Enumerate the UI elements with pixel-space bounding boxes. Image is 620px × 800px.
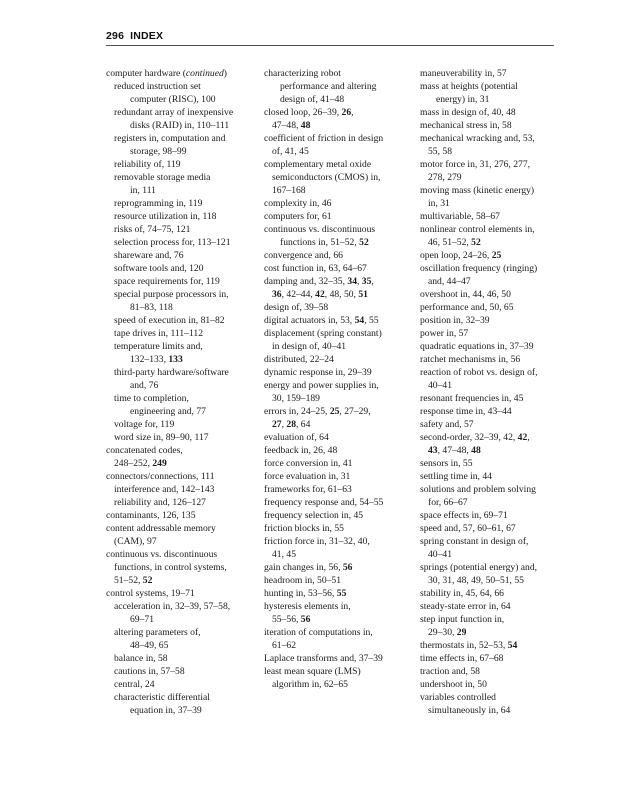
index-subentry xyxy=(106,340,254,366)
index-subentry xyxy=(106,158,254,171)
index-entry-text: solutions and problem solving xyxy=(420,484,536,495)
index-entry-text: time to completion, xyxy=(114,393,189,404)
index-entry xyxy=(264,158,412,197)
index-entry-text: traction and, 58 xyxy=(420,666,480,677)
index-entry-text: mass in design of, 40, 48 xyxy=(420,107,516,118)
index-entry-text: energy and power supplies in, xyxy=(264,380,379,391)
index-entry-text: third-party hardware/software xyxy=(114,367,229,378)
index-entry xyxy=(420,561,560,587)
index-entry-continuation: performance and altering xyxy=(280,81,377,92)
index-entry-continuation: 55–56, 56 xyxy=(272,614,311,625)
index-entry xyxy=(264,301,412,314)
index-entry-text: ratchet mechanisms in, 56 xyxy=(420,354,521,365)
index-entry xyxy=(264,574,412,587)
index-entry-continuation: 40–41 xyxy=(428,380,452,391)
index-entry xyxy=(264,132,412,158)
index-entry-continuation: in, 111 xyxy=(130,185,156,196)
index-entry-text: variables controlled xyxy=(420,692,496,703)
index-subentry xyxy=(106,600,254,626)
index-entry-text: position in, 32–39 xyxy=(420,315,490,326)
index-subentry xyxy=(106,288,254,314)
index-entry-continuation: 132–133, 133 xyxy=(130,354,183,365)
index-entry xyxy=(264,522,412,535)
index-entry-text: registers in, computation and xyxy=(114,133,226,144)
index-subentry xyxy=(106,314,254,327)
index-entry-text: interference and, 142–143 xyxy=(114,484,215,495)
index-entry-text: springs (potential energy) and, xyxy=(420,562,538,573)
index-entry-text: reliability and, 126–127 xyxy=(114,497,206,508)
index-entry-continuation: functions in, 51–52, 52 xyxy=(280,237,369,248)
index-entry xyxy=(264,67,412,106)
index-entry xyxy=(420,314,560,327)
index-entry-text: performance and, 50, 65 xyxy=(420,302,514,313)
index-entry xyxy=(264,587,412,600)
index-subentry xyxy=(106,652,254,665)
index-entry xyxy=(264,652,412,665)
index-entry-continuation: 278, 279 xyxy=(428,172,462,183)
index-entry-text: force conversion in, 41 xyxy=(264,458,353,469)
index-entry-continuation: in, 31 xyxy=(428,198,450,209)
index-entry-text: risks of, 74–75, 121 xyxy=(114,224,191,235)
index-entry-text: cost function in, 63, 64–67 xyxy=(264,263,367,274)
index-subentry xyxy=(106,171,254,197)
index-entry-text: stability in, 45, 64, 66 xyxy=(420,588,504,599)
header-rule xyxy=(106,45,554,46)
index-subentry xyxy=(106,80,254,106)
index-entry-text: Laplace transforms and, 37–39 xyxy=(264,653,383,664)
index-entry xyxy=(264,197,412,210)
index-entry-text: headroom in, 50–51 xyxy=(264,575,342,586)
index-entry xyxy=(264,327,412,353)
index-entry-continuation: 61–62 xyxy=(272,640,296,651)
index-entry-text: iteration of computations in, xyxy=(264,627,373,638)
index-entry-text: characterizing robot xyxy=(264,68,341,79)
index-subentry xyxy=(106,418,254,431)
index-entry xyxy=(420,327,560,340)
index-entry xyxy=(420,340,560,353)
index-entry-continuation: computer (RISC), 100 xyxy=(130,94,216,105)
index-entry-text: nonlinear control elements in, xyxy=(420,224,535,235)
index-entry-text: tape drives in, 111–112 xyxy=(114,328,203,339)
index-subentry xyxy=(106,249,254,262)
index-subentry xyxy=(106,210,254,223)
index-entry-text: distributed, 22–24 xyxy=(264,354,334,365)
index-entry xyxy=(420,457,560,470)
index-entry-continuation: 51–52, 52 xyxy=(114,575,153,586)
index-entry-continuation: for, 66–67 xyxy=(428,497,468,508)
index-entry-text: selection process for, 113–121 xyxy=(114,237,231,248)
index-entry-text: connectors/connections, 111 xyxy=(106,471,215,482)
index-column-1 xyxy=(106,67,254,717)
index-entry xyxy=(420,509,560,522)
index-entry-text: space requirements for, 119 xyxy=(114,276,220,287)
index-entry-text: power in, 57 xyxy=(420,328,469,339)
index-entry-text: design of, 39–58 xyxy=(264,302,329,313)
index-entry xyxy=(420,691,560,717)
index-entry xyxy=(420,431,560,457)
index-entry-continuation: storage, 98–99 xyxy=(130,146,187,157)
index-entry-text: maneuverability in, 57 xyxy=(420,68,507,79)
index-entry xyxy=(420,158,560,184)
index-entry-continuation: in design of, 40–41 xyxy=(272,341,347,352)
running-head xyxy=(106,30,554,42)
section-title: INDEX xyxy=(130,30,164,42)
index-entry-text: least mean square (LMS) xyxy=(264,666,361,677)
index-subentry xyxy=(106,665,254,678)
index-entry-continuation: functions, in control systems, xyxy=(114,562,227,573)
index-entry-continuation: simultaneously in, 64 xyxy=(428,705,511,716)
index-entry-continuation: 41, 45 xyxy=(272,549,296,560)
index-entry xyxy=(264,210,412,223)
index-subentry xyxy=(106,327,254,340)
index-subentry xyxy=(106,392,254,418)
index-entry xyxy=(420,639,560,652)
index-entry xyxy=(420,405,560,418)
index-entry-continuation: engineering and, 77 xyxy=(130,406,206,417)
index-entry-text: gain changes in, 56, 56 xyxy=(264,562,353,573)
index-subentry xyxy=(106,626,254,652)
index-entry-text: cautions in, 57–58 xyxy=(114,666,185,677)
index-entry xyxy=(264,600,412,626)
index-entry xyxy=(420,392,560,405)
index-entry-text: acceleration in, 32–39, 57–58, xyxy=(114,601,231,612)
index-entry xyxy=(420,132,560,158)
index-entry-text: characteristic differential xyxy=(114,692,210,703)
index-entry-text: reprogramming in, 119 xyxy=(114,198,203,209)
index-entry xyxy=(106,548,254,587)
index-entry-text: mechanical wracking and, 53, xyxy=(420,133,535,144)
index-entry-text: friction force in, 31–32, 40, xyxy=(264,536,370,547)
index-entry-text: dynamic response in, 29–39 xyxy=(264,367,372,378)
index-subentry xyxy=(106,483,254,496)
index-entry-text: time effects in, 67–68 xyxy=(420,653,504,664)
index-entry-text: shareware and, 76 xyxy=(114,250,184,261)
index-entry-text: temperature limits and, xyxy=(114,341,203,352)
index-entry-text: friction blocks in, 55 xyxy=(264,523,344,534)
index-subentry xyxy=(106,223,254,236)
index-entry-text: computers for, 61 xyxy=(264,211,332,222)
index-subentry xyxy=(106,236,254,249)
index-entry xyxy=(420,80,560,106)
index-entry-text: convergence and, 66 xyxy=(264,250,343,261)
index-entry-text: frequency response and, 54–55 xyxy=(264,497,384,508)
index-entry-text: errors in, 24–25, 25, 27–29, xyxy=(264,406,371,417)
index-entry xyxy=(264,626,412,652)
index-entry-text: response time in, 43–44 xyxy=(420,406,512,417)
index-entry xyxy=(264,483,412,496)
index-entry xyxy=(264,223,412,249)
index-entry-text: frequency selection in, 45 xyxy=(264,510,364,521)
index-entry-text: continuous vs. discontinuous xyxy=(264,224,376,235)
index-entry-text: computer hardware (continued) xyxy=(106,68,227,79)
index-subentry xyxy=(106,132,254,158)
index-entry-text: open loop, 24–26, 25 xyxy=(420,250,502,261)
index-entry xyxy=(420,288,560,301)
index-entry xyxy=(264,262,412,275)
index-entry-text: hysteresis elements in, xyxy=(264,601,351,612)
index-entry-continuation: 30, 31, 48, 49, 50–51, 55 xyxy=(428,575,524,586)
index-entry xyxy=(264,561,412,574)
index-entry-text: step input function in, xyxy=(420,614,505,625)
index-entry-text: force evaluation in, 31 xyxy=(264,471,351,482)
index-entry-text: undershoot in, 50 xyxy=(420,679,487,690)
page-number: 296 xyxy=(106,30,125,42)
index-subentry xyxy=(106,106,254,132)
index-entry-text: moving mass (kinetic energy) xyxy=(420,185,535,196)
index-entry-text: contaminants, 126, 135 xyxy=(106,510,196,521)
index-entry-text: thermostats in, 52–53, 54 xyxy=(420,640,518,651)
index-entry-text: steady-state error in, 64 xyxy=(420,601,511,612)
index-entry xyxy=(264,496,412,509)
index-subentry xyxy=(106,366,254,392)
index-entry xyxy=(420,210,560,223)
index-entry xyxy=(264,509,412,522)
index-subentry xyxy=(106,691,254,717)
index-entry-continuation: 55, 58 xyxy=(428,146,452,157)
index-entry-text: damping and, 32–35, 34, 35, xyxy=(264,276,374,287)
index-subentry xyxy=(106,275,254,288)
index-entry-text: continuous vs. discontinuous xyxy=(106,549,218,560)
index-entry-continuation: 48–49, 65 xyxy=(130,640,169,651)
index-entry xyxy=(420,470,560,483)
index-entry-text: spring constant in design of, xyxy=(420,536,529,547)
index-entry-text: sensors in, 55 xyxy=(420,458,473,469)
index-entry xyxy=(420,483,560,509)
index-entry xyxy=(264,366,412,379)
index-entry xyxy=(264,379,412,405)
index-entry-text: resource utilization in, 118 xyxy=(114,211,217,222)
index-entry-continuation: algorithm in, 62–65 xyxy=(272,679,348,690)
index-entry xyxy=(264,444,412,457)
index-entry-text: reaction of robot vs. design of, xyxy=(420,367,538,378)
index-entry-continuation: 30, 159–189 xyxy=(272,393,320,404)
index-entry-continuation: 29–30, 29 xyxy=(428,627,467,638)
index-entry-text: speed of execution in, 81–82 xyxy=(114,315,225,326)
index-subentry xyxy=(106,262,254,275)
index-entry-text: digital actuators in, 53, 54, 55 xyxy=(264,315,379,326)
index-entry-text: special purpose processors in, xyxy=(114,289,229,300)
index-entry-text: speed and, 57, 60–61, 67 xyxy=(420,523,516,534)
index-entry-continuation: 36, 42–44, 42, 48, 50, 51 xyxy=(272,289,368,300)
index-entry xyxy=(264,314,412,327)
index-entry xyxy=(420,262,560,288)
index-entry-continuation: 47–48, 48 xyxy=(272,120,311,131)
index-entry xyxy=(264,431,412,444)
index-subentry xyxy=(106,678,254,691)
index-entry xyxy=(106,587,254,600)
index-entry-text: overshoot in, 44, 46, 50 xyxy=(420,289,511,300)
index-entry-text: oscillation frequency (ringing) xyxy=(420,263,538,274)
index-entry xyxy=(106,509,254,522)
index-entry xyxy=(420,223,560,249)
index-entry-continuation: 167–168 xyxy=(272,185,306,196)
index-entry xyxy=(420,587,560,600)
index-entry xyxy=(420,535,560,561)
index-entry-text: removable storage media xyxy=(114,172,211,183)
index-entry xyxy=(106,444,254,470)
index-entry-text: quadratic equations in, 37–39 xyxy=(420,341,534,352)
index-entry-continuation: 81–83, 118 xyxy=(130,302,173,313)
index-entry-text: resonant frequencies in, 45 xyxy=(420,393,524,404)
index-entry-continuation: 43, 47–48, 48 xyxy=(428,445,481,456)
index-entry-text: evaluation of, 64 xyxy=(264,432,329,443)
index-entry xyxy=(264,470,412,483)
index-entry xyxy=(264,665,412,691)
index-column-3 xyxy=(420,67,560,717)
index-entry xyxy=(420,67,560,80)
index-column-2 xyxy=(264,67,412,691)
index-entry-continuation: 248–252, 249 xyxy=(114,458,167,469)
index-entry xyxy=(106,470,254,483)
index-subentry xyxy=(106,431,254,444)
index-entry-text: concatenated codes, xyxy=(106,445,183,456)
index-entry-text: control systems, 19–71 xyxy=(106,588,195,599)
index-entry-continuation: (CAM), 97 xyxy=(114,536,157,547)
index-entry xyxy=(264,249,412,262)
index-entry-text: software tools and, 120 xyxy=(114,263,204,274)
index-entry-text: settling time in, 44 xyxy=(420,471,492,482)
index-entry-text: frameworks for, 61–63 xyxy=(264,484,352,495)
index-entry xyxy=(420,301,560,314)
index-entry-text: closed loop, 26–39, 26, xyxy=(264,107,354,118)
index-entry xyxy=(420,418,560,431)
index-entry xyxy=(264,106,412,132)
index-entry-text: multivariable, 58–67 xyxy=(420,211,500,222)
index-entry-continuation: energy) in, 31 xyxy=(436,94,490,105)
index-entry-text: coefficient of friction in design xyxy=(264,133,384,144)
index-subentry xyxy=(106,496,254,509)
index-entry xyxy=(264,457,412,470)
index-entry xyxy=(264,353,412,366)
index-entry xyxy=(106,67,254,80)
index-entry-text: complementary metal oxide xyxy=(264,159,372,170)
index-entry-text: content addressable memory xyxy=(106,523,216,534)
index-entry-continuation: equation in, 37–39 xyxy=(130,705,202,716)
index-entry xyxy=(264,405,412,431)
index-entry xyxy=(420,106,560,119)
index-entry-continuation: 69–71 xyxy=(130,614,154,625)
index-entry-text: displacement (spring constant) xyxy=(264,328,382,339)
index-entry xyxy=(264,535,412,561)
index-entry xyxy=(106,522,254,548)
index-entry-continuation: design of, 41–48 xyxy=(280,94,345,105)
index-entry xyxy=(420,119,560,132)
index-entry-text: complexity in, 46 xyxy=(264,198,332,209)
index-entry xyxy=(420,522,560,535)
index-entry xyxy=(420,652,560,665)
index-entry-text: second-order, 32–39, 42, 42, xyxy=(420,432,530,443)
index-entry xyxy=(264,275,412,301)
index-entry-text: mass at heights (potential xyxy=(420,81,518,92)
index-entry-text: reliability of, 119 xyxy=(114,159,181,170)
index-entry-text: reduced instruction set xyxy=(114,81,201,92)
index-entry xyxy=(420,678,560,691)
index-entry xyxy=(420,366,560,392)
index-entry-text: hunting in, 53–56, 55 xyxy=(264,588,347,599)
index-entry xyxy=(420,249,560,262)
index-entry-continuation: and, 76 xyxy=(130,380,159,391)
index-entry-continuation: of, 41, 45 xyxy=(272,146,309,157)
index-entry-text: redundant array of inexpensive xyxy=(114,107,234,118)
index-entry-continuation: 27, 28, 64 xyxy=(272,419,311,430)
index-entry-text: motor force in, 31, 276, 277, xyxy=(420,159,531,170)
index-entry-continuation: disks (RAID) in, 110–111 xyxy=(130,120,230,131)
index-entry xyxy=(420,665,560,678)
index-entry-text: central, 24 xyxy=(114,679,155,690)
index-entry xyxy=(420,353,560,366)
index-entry xyxy=(420,600,560,613)
index-entry-text: voltage for, 119 xyxy=(114,419,175,430)
index-entry xyxy=(420,184,560,210)
index-entry xyxy=(420,613,560,639)
index-entry-continuation: and, 44–47 xyxy=(428,276,471,287)
index-entry-text: feedback in, 26, 48 xyxy=(264,445,338,456)
index-entry-text: mechanical stress in, 58 xyxy=(420,120,512,131)
index-entry-text: balance in, 58 xyxy=(114,653,168,664)
index-entry-text: safety and, 57 xyxy=(420,419,474,430)
index-entry-continuation: 46, 51–52, 52 xyxy=(428,237,481,248)
index-entry-continuation: 40–41 xyxy=(428,549,452,560)
index-entry-text: word size in, 89–90, 117 xyxy=(114,432,209,443)
index-entry-text: space effects in, 69–71 xyxy=(420,510,508,521)
index-subentry xyxy=(106,197,254,210)
index-entry-continuation: semiconductors (CMOS) in, xyxy=(272,172,381,183)
index-entry-text: altering parameters of, xyxy=(114,627,201,638)
